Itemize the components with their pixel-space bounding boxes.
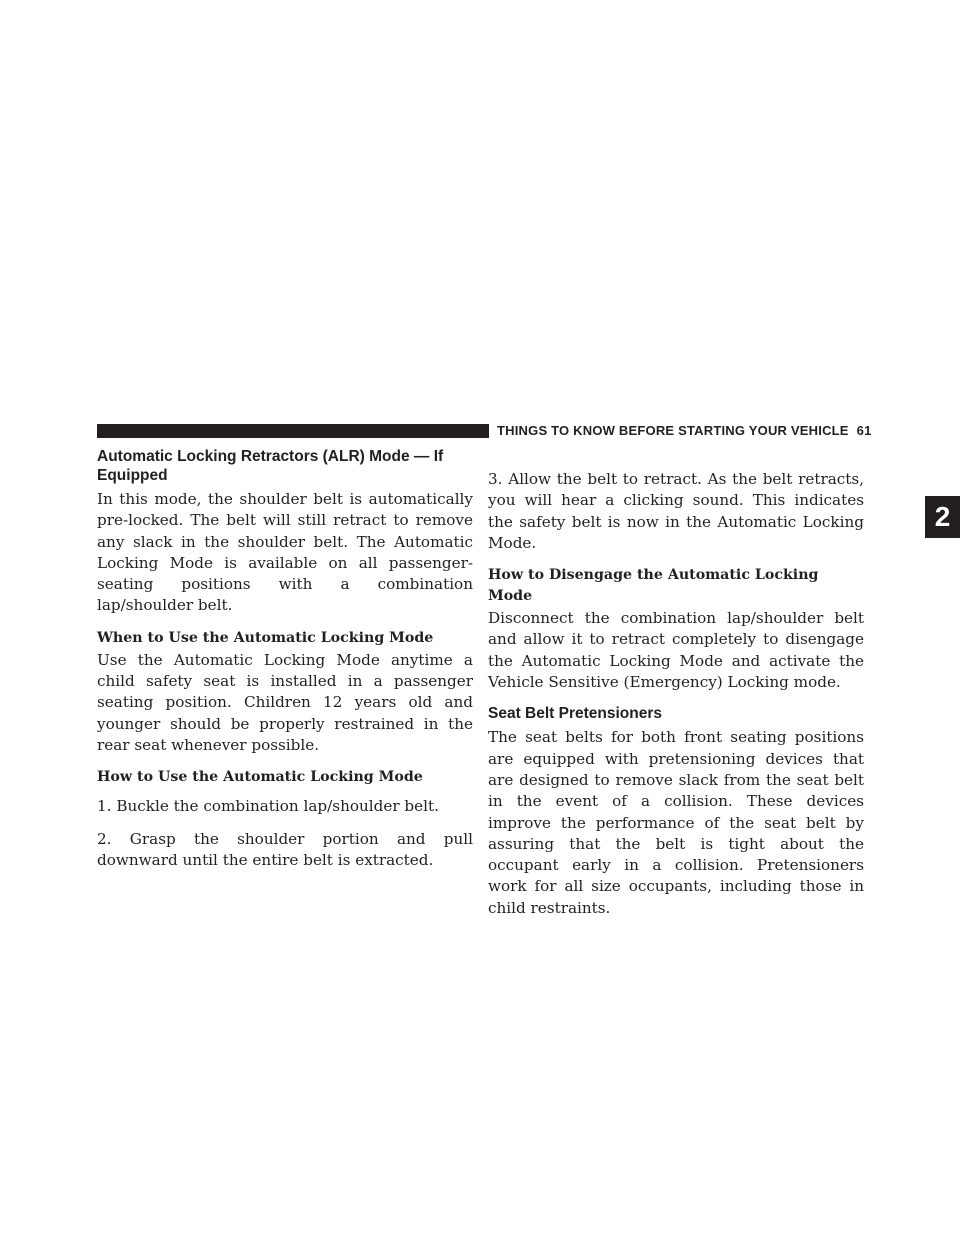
disengage-heading: How to Disengage the Automatic Locking Mode — [488, 567, 819, 605]
header-title: THINGS TO KNOW BEFORE STARTING YOUR VEHICLE — [497, 423, 849, 438]
chapter-tab: 2 — [925, 496, 960, 538]
left-column — [97, 447, 473, 882]
pretensioners-paragraph: The seat belts for both front seating positions are equipped with pretensioning devices that are designed to remove slack from the seat belt in the event of a collision. These devices improve the performance of the seat belt by assuring that the belt is tight about the occupant early in a collision. Pretensioners work for all size occupants, including those in child restraints. — [488, 728, 864, 917]
pretensioners-heading: Seat Belt Pretensioners — [488, 705, 663, 723]
running-header — [497, 419, 872, 443]
step-1: 1. Buckle the combination lap/shoulder belt. — [97, 797, 439, 816]
page-number: 61 — [856, 423, 872, 438]
alr-paragraph: In this mode, the shoulder belt is automatically pre-locked. The belt will still retract to remove any slack in the shoulder belt. The Automatic Locking Mode is available on all passenger-seating positions with a combination lap/shoulder belt. — [97, 490, 473, 615]
how-heading: How to Use the Automatic Locking Mode — [97, 769, 423, 786]
header-rule — [97, 424, 489, 438]
disengage-paragraph: Disconnect the combination lap/shoulder belt and allow it to retract completely to disengage the Automatic Locking Mode and activate the Vehicle Sensitive (Emergency) Locking mode. — [488, 609, 864, 692]
right-column — [488, 469, 864, 930]
step-2: 2. Grasp the shoulder portion and pull downward until the entire belt is extracted. — [97, 829, 473, 869]
when-paragraph: Use the Automatic Locking Mode anytime a child safety seat is installed in a passenger seating position. Children 12 years old and younger should be properly restrained in the rear seat whenever possible. — [97, 650, 473, 754]
when-heading: When to Use the Automatic Locking Mode — [97, 629, 434, 646]
step-3: 3. Allow the belt to retract. As the belt retracts, you will hear a clicking sound. This indicates the safety belt is now in the Automatic Locking Mode. — [488, 470, 864, 552]
alr-heading: Automatic Locking Retractors (ALR) Mode — If Equipped — [97, 448, 444, 484]
